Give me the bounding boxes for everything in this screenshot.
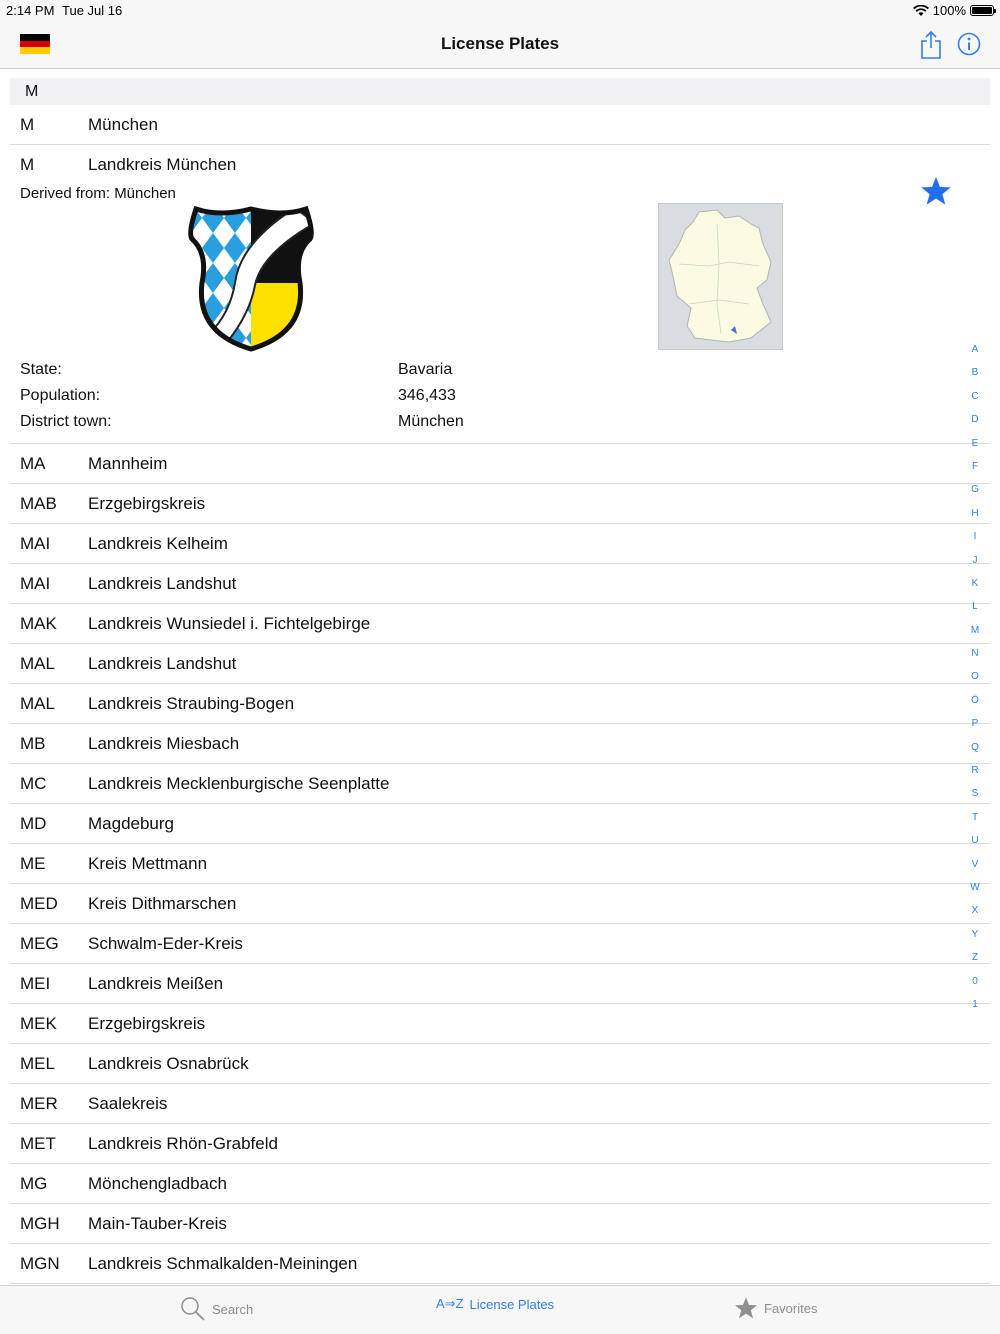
index-letter[interactable]: B <box>971 367 979 379</box>
plate-code: MER <box>20 1094 58 1113</box>
plate-district: Schwalm-Eder-Kreis <box>88 934 243 953</box>
plate-code: MEK <box>20 1014 57 1033</box>
table-row[interactable] <box>10 484 990 524</box>
district-town-value: München <box>398 413 464 430</box>
derived-from-text: Derived from: München <box>20 185 176 202</box>
tab-favorites-label: Favorites <box>764 1300 818 1316</box>
plate-code: MB <box>20 734 46 753</box>
table-row[interactable] <box>10 844 990 884</box>
index-letter[interactable]: 0 <box>972 975 978 987</box>
search-icon <box>180 1296 206 1322</box>
plate-district: Landkreis Rhön-Grabfeld <box>88 1134 278 1153</box>
navigation-bar <box>0 22 1000 69</box>
tab-license-plates[interactable] <box>436 1296 554 1312</box>
index-letter[interactable]: H <box>971 507 979 519</box>
plate-code: MC <box>20 774 47 793</box>
plate-code: MG <box>20 1174 48 1193</box>
table-row[interactable] <box>10 1044 990 1084</box>
table-row[interactable] <box>10 1244 990 1284</box>
table-row[interactable] <box>10 1084 990 1124</box>
index-letter[interactable]: L <box>972 601 978 613</box>
plate-district: Landkreis Schmalkalden-Meiningen <box>88 1254 358 1273</box>
plate-district: Saalekreis <box>88 1094 168 1113</box>
location-map-image <box>658 203 783 350</box>
table-row[interactable] <box>10 564 990 604</box>
state-value: Bavaria <box>398 361 453 378</box>
index-letter[interactable]: U <box>971 835 979 847</box>
plate-code: MA <box>20 454 46 473</box>
state-label: State: <box>20 361 62 378</box>
status-time: 2:14 PM <box>6 3 55 18</box>
battery-percent: 100% <box>932 3 966 18</box>
plate-rows <box>10 444 990 1284</box>
plate-district: Kreis Mettmann <box>88 854 208 873</box>
a-z-icon: A⇒Z <box>436 1296 464 1311</box>
plate-code: MAL <box>20 694 55 713</box>
index-letter[interactable]: N <box>971 648 979 660</box>
plate-code: MED <box>20 894 58 913</box>
plate-district: München <box>88 115 158 134</box>
status-right <box>913 3 994 18</box>
index-letter[interactable]: K <box>971 577 979 589</box>
index-letter[interactable]: Z <box>971 952 979 964</box>
table-row[interactable] <box>10 1124 990 1164</box>
info-icon[interactable] <box>957 32 981 56</box>
index-letter[interactable]: V <box>971 858 979 870</box>
plate-code: MAI <box>20 574 51 593</box>
tab-search[interactable] <box>180 1296 253 1322</box>
index-letter[interactable]: C <box>971 390 979 402</box>
plate-code: MD <box>20 814 47 833</box>
index-letter[interactable]: X <box>971 905 979 917</box>
plate-district: Landkreis München <box>88 155 237 174</box>
license-plate-list <box>10 78 990 1284</box>
table-row[interactable] <box>10 764 990 804</box>
section-index[interactable] <box>965 343 985 1021</box>
table-row[interactable] <box>10 724 990 764</box>
plate-district: Landkreis Meißen <box>88 974 224 993</box>
status-bar <box>0 0 1000 22</box>
plate-district: Landkreis Mecklenburgische Seenplatte <box>88 774 390 793</box>
table-row[interactable] <box>10 884 990 924</box>
plate-code: M <box>20 115 35 134</box>
plate-code: MEL <box>20 1054 55 1073</box>
index-letter[interactable]: Y <box>971 928 979 940</box>
plate-code: MAK <box>20 614 57 633</box>
plate-code: MAL <box>20 654 55 673</box>
index-letter[interactable]: F <box>971 460 979 472</box>
table-row[interactable] <box>10 604 990 644</box>
favorite-star-icon[interactable] <box>920 175 952 207</box>
page-title: License Plates <box>440 34 560 53</box>
share-icon[interactable] <box>918 30 944 60</box>
plate-code: MET <box>20 1134 56 1153</box>
index-letter[interactable]: 1 <box>972 998 978 1010</box>
plate-district: Main-Tauber-Kreis <box>88 1214 227 1233</box>
plate-district: Landkreis Kelheim <box>88 534 228 553</box>
index-letter[interactable]: D <box>971 414 979 426</box>
population-value: 346,433 <box>398 387 456 404</box>
coat-of-arms-image <box>180 203 322 353</box>
index-letter[interactable]: Q <box>971 741 979 753</box>
index-letter[interactable]: Ö <box>971 694 979 706</box>
plate-district: Magdeburg <box>88 814 175 833</box>
table-row[interactable] <box>10 1204 990 1244</box>
table-row[interactable] <box>10 524 990 564</box>
district-town-label: District town: <box>20 413 112 430</box>
section-header <box>10 78 990 105</box>
tab-search-label: Search <box>212 1301 254 1317</box>
table-row[interactable] <box>10 644 990 684</box>
plate-district: Landkreis Wunsiedel i. Fichtelgebirge <box>88 614 371 633</box>
table-row[interactable] <box>10 964 990 1004</box>
table-row[interactable] <box>10 444 990 484</box>
plate-code: MAI <box>20 534 51 553</box>
index-letter[interactable]: P <box>971 718 979 730</box>
table-row[interactable] <box>10 105 990 145</box>
battery-icon <box>970 5 994 16</box>
plate-district: Kreis Dithmarschen <box>88 894 237 913</box>
table-row[interactable] <box>10 684 990 724</box>
plate-district: Landkreis Landshut <box>88 654 237 673</box>
plate-code: MGH <box>20 1214 60 1233</box>
table-row[interactable] <box>10 1164 990 1204</box>
plate-code: ME <box>20 854 46 873</box>
tab-license-plates-label: License Plates <box>469 1296 555 1312</box>
index-letter[interactable]: J <box>972 554 978 566</box>
index-letter[interactable]: R <box>971 765 979 777</box>
section-letter: M <box>25 83 39 100</box>
plate-code: MEG <box>20 934 59 953</box>
index-letter[interactable]: E <box>971 437 979 449</box>
plate-code: MGN <box>20 1254 60 1273</box>
index-letter[interactable]: O <box>971 671 979 683</box>
table-row[interactable] <box>10 1004 990 1044</box>
plate-district: Landkreis Landshut <box>88 574 237 593</box>
index-letter[interactable]: A <box>971 344 979 355</box>
tab-bar <box>0 1285 1000 1334</box>
wifi-icon <box>913 5 929 17</box>
plate-district: Erzgebirgskreis <box>88 494 206 513</box>
star-icon <box>734 1296 758 1320</box>
germany-map-icon <box>659 204 782 349</box>
plate-district: Landkreis Miesbach <box>88 734 240 753</box>
plate-district: Landkreis Osnabrück <box>88 1054 249 1073</box>
table-row[interactable] <box>10 804 990 844</box>
index-letter[interactable]: S <box>971 788 979 800</box>
plate-district: Mannheim <box>88 454 168 473</box>
population-label: Population: <box>20 387 101 404</box>
index-letter[interactable]: I <box>973 531 977 543</box>
plate-code: MAB <box>20 494 57 513</box>
tab-favorites[interactable] <box>734 1296 817 1320</box>
index-letter[interactable]: W <box>970 881 980 893</box>
plate-district: Landkreis Straubing-Bogen <box>88 694 295 713</box>
index-letter[interactable]: M <box>970 624 980 636</box>
index-letter[interactable]: G <box>971 484 979 496</box>
table-row[interactable] <box>10 924 990 964</box>
plate-code: MEI <box>20 974 51 993</box>
index-letter[interactable]: T <box>971 811 979 823</box>
plate-district: Erzgebirgskreis <box>88 1014 206 1033</box>
plate-district: Mönchengladbach <box>88 1174 227 1193</box>
status-date: Tue Jul 16 <box>62 3 123 18</box>
plate-code: M <box>20 155 35 174</box>
expanded-row-detail[interactable] <box>10 145 990 444</box>
